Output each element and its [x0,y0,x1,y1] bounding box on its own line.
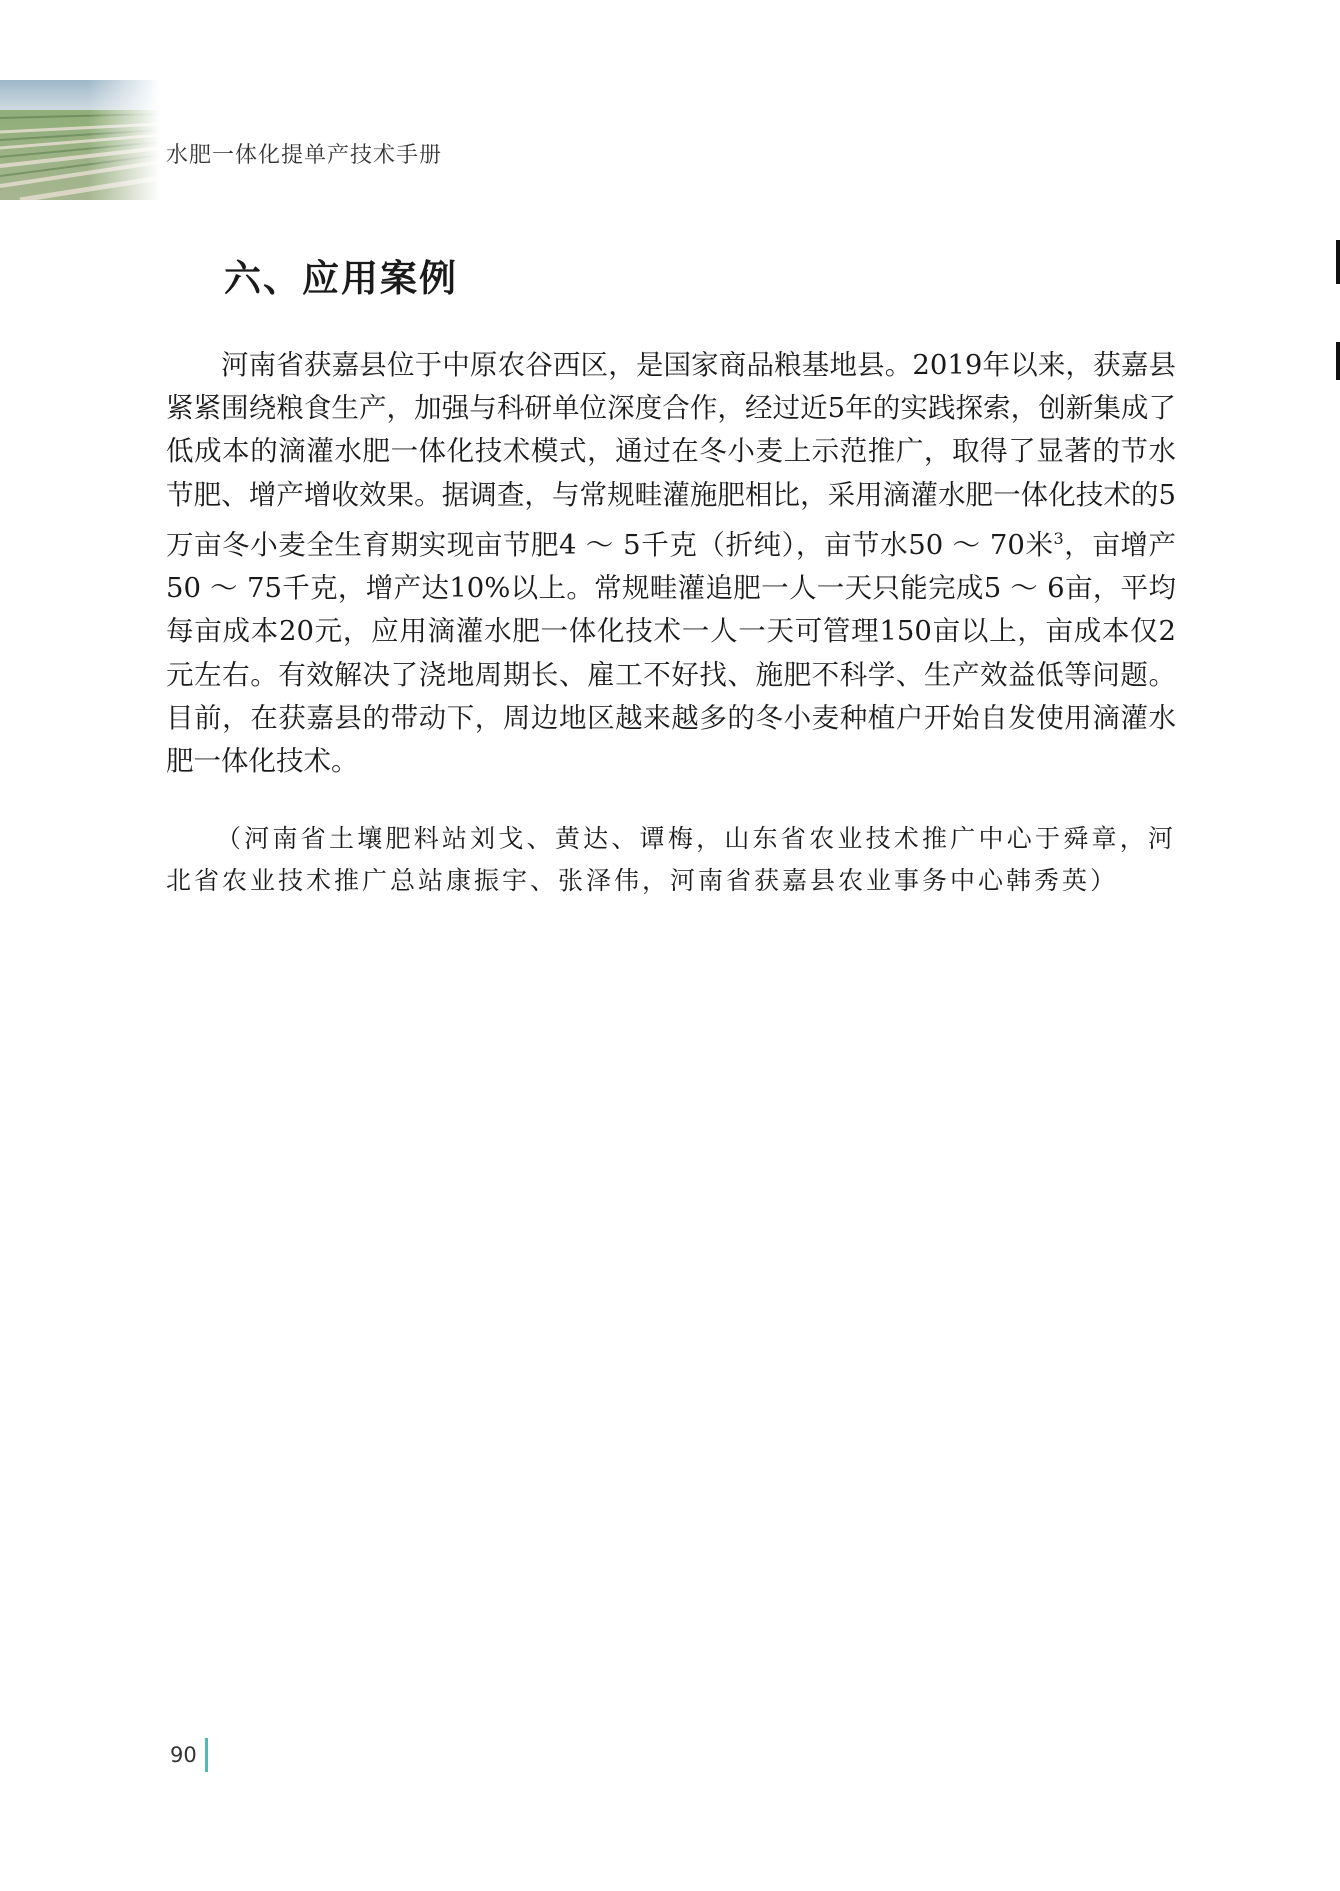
body-text-part-1: 河南省获嘉县位于中原农谷西区，是国家商品粮基地县。2019年以来，获嘉县紧紧围绕粮食生产，加强与科研单位深度合作，经过近5年的实践探索，创新集成了低成本的滴灌水肥一体化技术模式，通过在冬小麦上示范推广，取得了显著的节水节肥、增产增收效果。据调查，与常规畦灌施肥相比，采用滴灌水肥一体化技术的5万亩冬小麦全生育期实现亩节肥4 ～ 5千克（折纯），亩节水50 ～ 70米 [166,349,1176,561]
body-text-part-2: ，亩增产50 ～ 75千克，增产达10%以上。常规畦灌追肥一人一天只能完成5 ～ 6亩，平均每亩成本20元，应用滴灌水肥一体化技术一人一天可管理150亩以上，亩成本仅2元左右。有效解决了浇地周期长、雇工不好找、施肥不科学、生产效益低等问题。目前，在获嘉县的带动下，周边地区越来越多的冬小麦种植户开始自发使用滴灌水肥一体化技术。 [166,528,1177,777]
page-footer [170,1738,208,1772]
cubic-superscript: 3 [1053,528,1064,548]
author-credits: （河南省土壤肥料站刘戈、黄达、谭梅，山东省农业技术推广中心于舜章，河北省农业技术推广总站康振宇、张泽伟，河南省获嘉县农业事务中心韩秀英） [166,824,1176,895]
running-title: 水肥一体化提单产技术手册 [166,143,443,168]
header-field-image [0,80,160,200]
page-number-accent-bar [205,1738,208,1772]
edge-mark [1336,240,1340,284]
body-paragraph [166,344,1176,783]
edge-mark [1336,342,1340,380]
section-title: 六、应用案例 [224,257,458,300]
page-number: 90 [170,1743,197,1767]
wheat-field-photo-icon [0,80,160,200]
